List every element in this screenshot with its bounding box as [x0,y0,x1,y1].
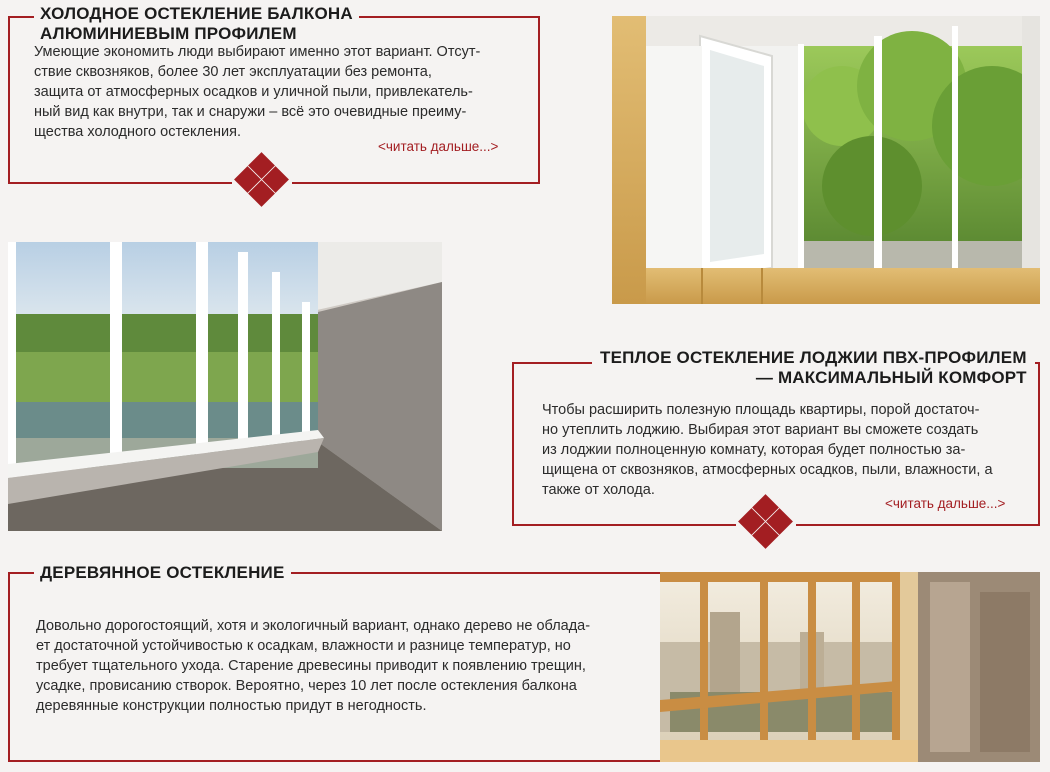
warm-glazing-title-line1: ТЕПЛОЕ ОСТЕКЛЕНИЕ ЛОДЖИИ ПВХ-ПРОФИЛЕМ [600,348,1027,367]
cold-glazing-text-line: щества холодного остекления. [34,124,242,140]
cold-glazing-text-line: Умеющие экономить люди выбирают именно этот вариант. Отсут- [34,44,481,60]
diamond-cluster-icon [232,154,292,214]
balcony-open-window-photo [612,16,1040,304]
warm-glazing-text-line: но утеплить лоджию. Выбирая этот вариант вы сможете создать [542,422,979,438]
warm-glazing-read-more-link[interactable]: <читать дальше...> [885,496,1006,511]
warm-glazing-title-line2: — МАКСИМАЛЬНЫЙ КОМФОРТ [755,368,1027,387]
wood-glazing-text-line: требует тщательного ухода. Старение древесины приводит к появлению трещин, [36,658,586,674]
balcony-river-view-photo [8,242,442,531]
cold-glazing-title [34,4,359,44]
cold-glazing-text [34,42,524,142]
cold-glazing-text-line: ный вид как внутри, так и снаружи – всё это очевидные преиму- [34,104,467,120]
wood-glazing-title: ДЕРЕВЯННОЕ ОСТЕКЛЕНИЕ [34,563,291,583]
warm-glazing-text-line: из лоджии полноценную комнату, которая будет полностью за- [542,442,966,458]
cold-glazing-title-line1: ХОЛОДНОЕ ОСТЕКЛЕНИЕ БАЛКОНА [40,4,353,23]
cold-glazing-text-line: ствие сквозняков, более 30 лет эксплуатации без ремонта, [34,64,432,80]
diamond-cluster-icon [736,496,796,556]
warm-glazing-text-line: также от холода. [542,482,655,498]
wood-glazing-text-line: усадке, провисанию створок. Вероятно, через 10 лет после остекления балкона [36,678,577,694]
cold-glazing-read-more-link[interactable]: <читать дальше...> [378,139,499,154]
wood-glazing-text-line: ет достаточной устойчивостью к осадкам, влажности и разнице температур, но [36,638,571,654]
warm-glazing-text-line: щищена от сквозняков, атмосферных осадков, пыли, влажности, а [542,462,993,478]
wooden-glazing-photo [660,572,1040,762]
warm-glazing-text-line: Чтобы расширить полезную площадь квартиры, порой достаточ- [542,402,980,418]
wood-glazing-text [36,616,656,716]
cold-glazing-title-line2: АЛЮМИНИЕВЫМ ПРОФИЛЕМ [40,24,297,43]
wood-glazing-text-line: деревянные конструкции полностью придут в негодность. [36,698,427,714]
warm-glazing-text [542,400,1032,500]
wood-glazing-text-line: Довольно дорогостоящий, хотя и экологичный вариант, однако дерево не облада- [36,618,591,634]
cold-glazing-text-line: защита от атмосферных осадков и уличной пыли, привлекатель- [34,84,473,100]
warm-glazing-title [592,348,1035,388]
